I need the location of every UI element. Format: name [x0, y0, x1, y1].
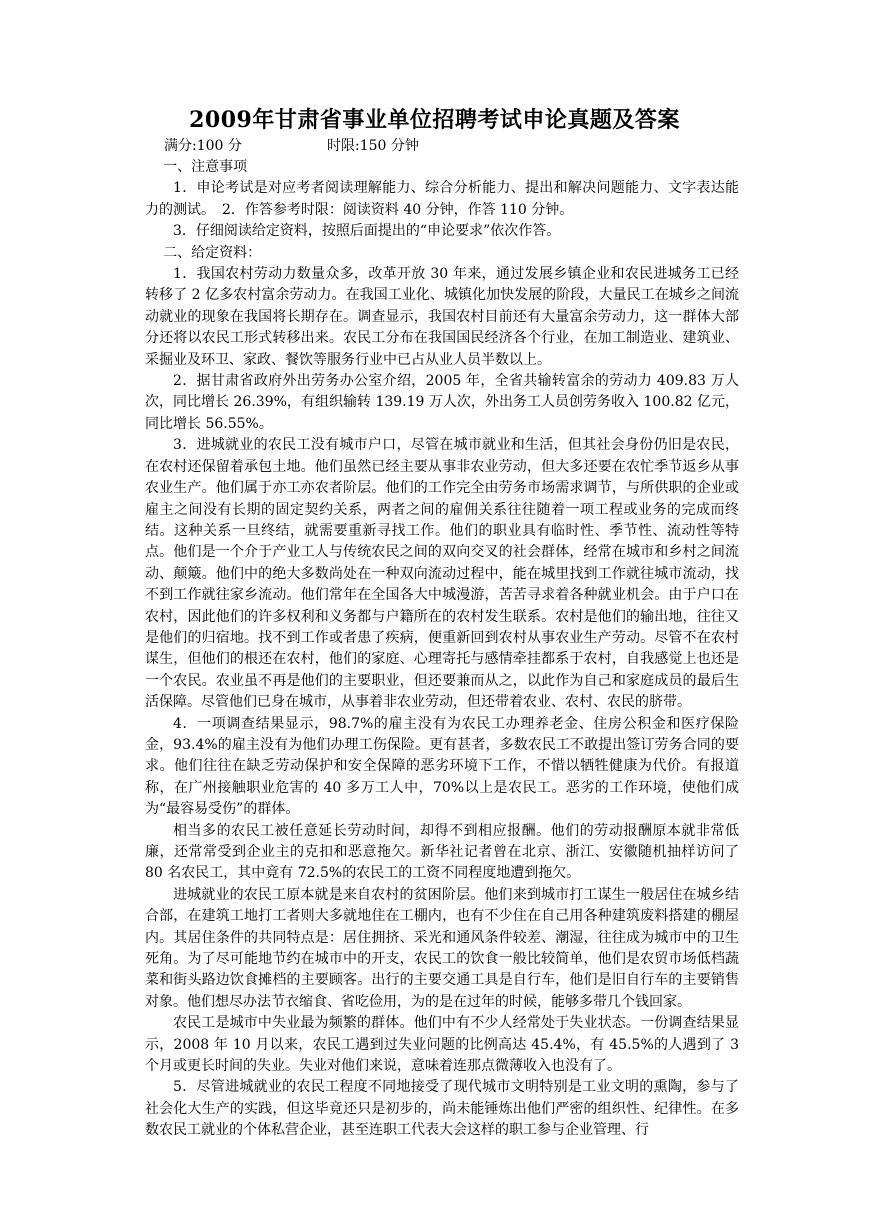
paragraph: 相当多的农民工被任意延长劳动时间，却得不到相应报酬。他们的劳动报酬原本就非常低廉，还常常受到企业主的克扣和恶意拖欠。新华社记者曾在北京、浙江、安徽随机抽样访问了 80 名农民工，其中竟有 72.5%的农民工的工资不同程度地遭到拖欠。 [145, 822, 739, 882]
document-body [145, 157, 739, 1142]
paragraph: 2．据甘肃省政府外出劳务办公室介绍，2005 年，全省共输转富余的劳动力 409.83 万人次，同比增长 26.39%，有组织输转 139.19 万人次，外出务工人员创劳务收入 100.82 亿元，同比增长 56.55%。 [145, 373, 739, 432]
paragraph: 4．一项调查结果显示，98.7%的雇主没有为农民工办理养老金、住房公积金和医疗保险金，93.4%的雇主没有为他们办理工伤保险。更有甚者，多数农民工不敢提出签订劳务合同的要求。他们往往在缺乏劳动保护和安全保障的恶劣环境下工作，不惜以牺牲健康为代价。有报道称，在广州接触职业危害的 40 多万工人中，70%以上是农民工。恶劣的工作环境，使他们成为“最容易受伤”的群体。 [145, 715, 739, 818]
paragraph: 3．进城就业的农民工没有城市户口，尽管在城市就业和生活，但其社会身份仍旧是农民，在农村还保留着承包土地。他们虽然已经主要从事非农业劳动，但大多还要在农忙季节返乡从事农业生产。他们属于亦工亦农者阶层。他们的工作完全由劳务市场需求调节，与所供职的企业或雇主之间没有长期的固定契约关系，两者之间的雇佣关系往往随着一项工程或业务的完成而终结。这种关系一旦终结，就需要重新寻找工作。他们的职业具有临时性、季节性、流动性等特点。他们是一个介于产业工人与传统农民之间的双向交叉的社会群体，经常在城市和乡村之间流动、颠簸。他们中的绝大多数尚处在一种双向流动过程中，能在城里找到工作就往城市流动，找不到工作就往家乡流动。他们常年在全国各大中城漫游，苦苦寻求着各种就业机会。由于户口在农村，因此他们的许多权利和义务都与户籍所在的农村发生联系。农村是他们的输出地，往往又是他们的归宿地。找不到工作或者患了疾病，便重新回到农村从事农业生产劳动。尽管不在农村谋生，但他们的根还在农村，他们的家庭、心理寄托与感情牵挂都系于农村，自我感觉上也还是一个农民。农业虽不再是他们的主要职业，但还要兼而从之，以此作为自己和家庭成员的最后生活保障。尽管他们已身在城市，从事着非农业劳动，但还带着农业、农村、农民的脐带。 [145, 437, 739, 711]
materials-heading: 二、给定资料： [163, 244, 262, 261]
notes-heading: 一、注意事项 [163, 159, 248, 175]
paragraph: 农民工是城市中失业最为频繁的群体。他们中有不少人经常处于失业状态。一份调查结果显示，2008 年 10 月以来，农民工遇到过失业问题的比例高达 45.4%，有 45.5%的人遇到了 3 个月或更长时间的失业。失业对他们来说，意味着连那点微薄收入也没有了。 [145, 1015, 739, 1075]
paragraph: 3．仔细阅读给定资料，按照后面提出的“申论要求”依次作答。 [173, 223, 561, 240]
full-score: 满分:100 分 [164, 138, 242, 154]
paragraph: 1．我国农村劳动力数量众多，改革开放 30 年来，通过发展乡镇企业和农民进城务工已经转移了 2 亿多农村富余劳动力。在我国工业化、城镇化加快发展的阶段，大量民工在城乡之间流动就业的现象在我国将长期存在。调查显示，我国农村目前还有大量富余劳动力，这一群体大部分还将以农民工形式转移出来。农民工分布在我国国民经济各个行业，在加工制造业、建筑业、采掘业及环卫、家政、餐饮等服务行业中已占从业人员半数以上。 [145, 266, 739, 368]
time-limit: 时限:150 分钟 [327, 138, 419, 154]
document-title: 2009年甘肃省事业单位招聘考试申论真题及答案 [189, 107, 680, 133]
paragraph: 进城就业的农民工原本就是来自农村的贫困阶层。他们来到城市打工谋生一般居住在城乡结合部，在建筑工地打工者则大多就地住在工棚内，也有不少住在自己用各种建筑废料搭建的棚屋内。其居住条件的共同特点是：居住拥挤、采光和通风条件较差、潮湿，往往成为城市中的卫生死角。为了尽可能地节约在城市中的开支，农民工的饮食一般比较简单，他们是农贸市场低档蔬菜和街头路边饮食摊档的主要顾客。出行的主要交通工具是自行车，他们是旧自行车的主要销售对象。他们想尽办法节衣缩食、省吃俭用，为的是在过年的时候，能够多带几个钱回家。 [145, 886, 739, 1010]
exam-meta [164, 136, 419, 157]
paragraph: 5．尽管进城就业的农民工程度不同地接受了现代城市文明特别是工业文明的熏陶，参与了社会化大生产的实践，但这毕竟还只是初步的，尚未能锤炼出他们严密的组织性、纪律性。在多数农民工就业的个体私营企业，甚至连职工代表大会这样的职工参与企业管理、行 [145, 1079, 739, 1139]
paragraph: 1．申论考试是对应考者阅读理解能力、综合分析能力、提出和解决问题能力、文字表达能力的测试。 2．作答参考时限：阅读资料 40 分钟，作答 110 分钟。 [145, 180, 739, 218]
